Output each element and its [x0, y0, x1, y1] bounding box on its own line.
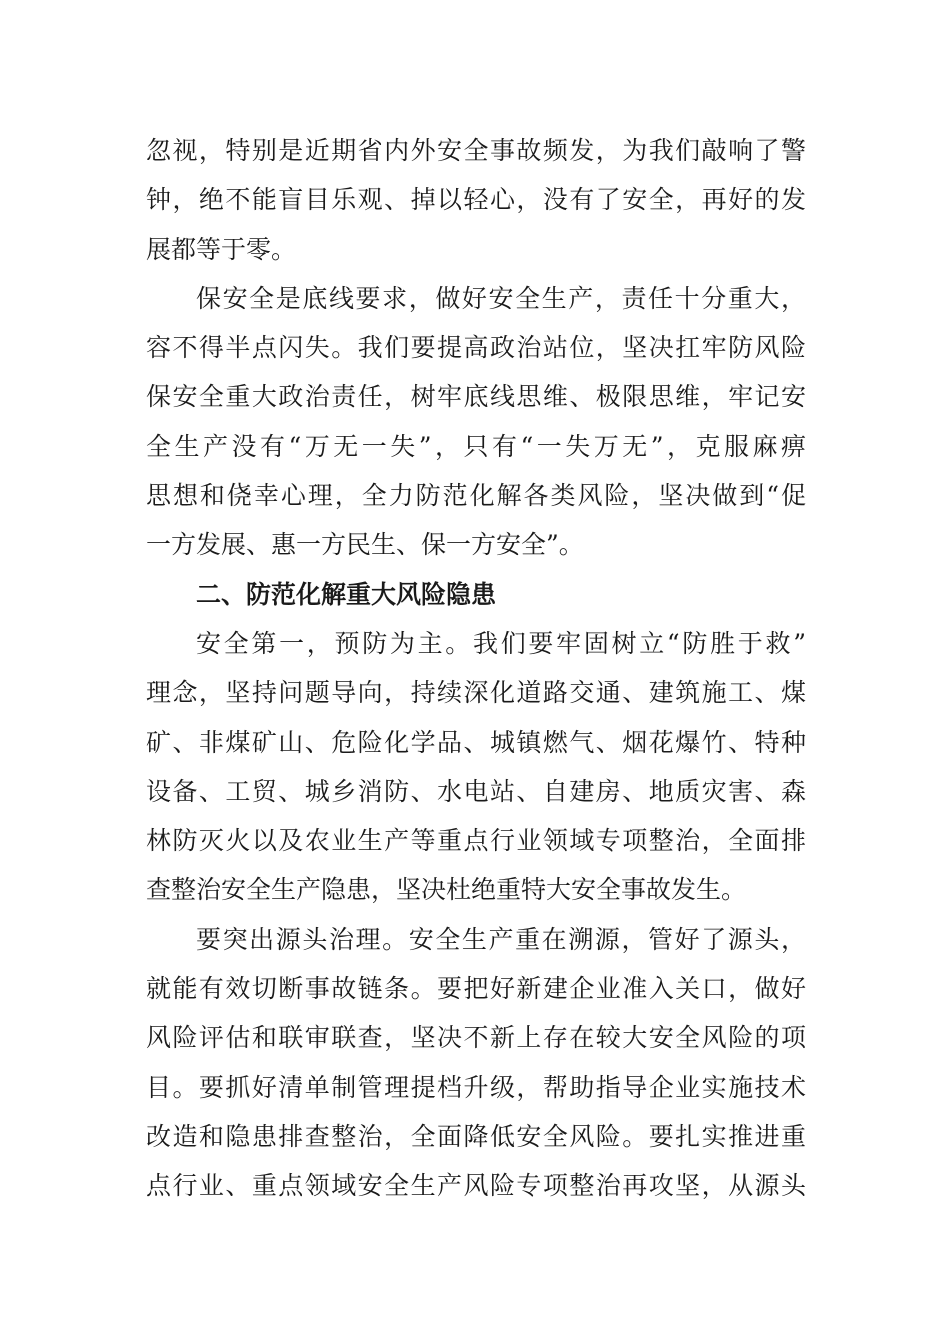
text-line: 点行业、重点领域安全生产风险专项整治再攻坚，从源头	[146, 1171, 806, 1201]
text-line: 就能有效切断事故链条。要把好新建企业准入关口，做好	[146, 974, 806, 1004]
document-body	[146, 126, 806, 1211]
paragraph-first-line: 保安全是底线要求，做好安全生产，责任十分重大，	[196, 283, 806, 313]
text-line: 钟，绝不能盲目乐观、掉以轻心，没有了安全，再好的发	[146, 185, 806, 215]
paragraph-last-line: 展都等于零。	[146, 234, 297, 264]
text-line: 风险评估和联审联查，坚决不新上存在较大安全风险的项	[146, 1023, 806, 1053]
text-line: 目。要抓好清单制管理提档升级，帮助指导企业实施技术	[146, 1072, 806, 1102]
text-line: 理念，坚持问题导向，持续深化道路交通、建筑施工、煤	[146, 678, 806, 708]
text-line: 林防灭火以及农业生产等重点行业领域专项整治，全面排	[146, 826, 806, 856]
text-line: 设备、工贸、城乡消防、水电站、自建房、地质灾害、森	[146, 776, 806, 806]
paragraph-last-line: 一方发展、惠一方民生、保一方安全”。	[146, 530, 584, 560]
paragraph-first-line: 要突出源头治理。安全生产重在溯源，管好了源头，	[196, 924, 806, 954]
text-line: 全生产没有“万无一失”，只有“一失万无”，克服麻痹	[146, 431, 806, 461]
paragraph-last-line: 查整治安全生产隐患，坚决杜绝重特大安全事故发生。	[146, 875, 747, 905]
paragraph-first-line: 安全第一，预防为主。我们要牢固树立“防胜于救”	[196, 628, 806, 658]
text-line: 保安全重大政治责任，树牢底线思维、极限思维，牢记安	[146, 382, 806, 412]
text-line: 改造和隐患排查整治，全面降低安全风险。要扎实推进重	[146, 1121, 806, 1151]
section-heading: 二、防范化解重大风险隐患	[196, 579, 497, 609]
text-line: 容不得半点闪失。我们要提高政治站位，坚决扛牢防风险	[146, 333, 806, 363]
text-line: 思想和侥幸心理，全力防范化解各类风险，坚决做到“促	[146, 481, 806, 511]
text-line: 忽视，特别是近期省内外安全事故频发，为我们敲响了警	[146, 136, 806, 165]
text-line: 矿、非煤矿山、危险化学品、城镇燃气、烟花爆竹、特种	[146, 727, 806, 757]
